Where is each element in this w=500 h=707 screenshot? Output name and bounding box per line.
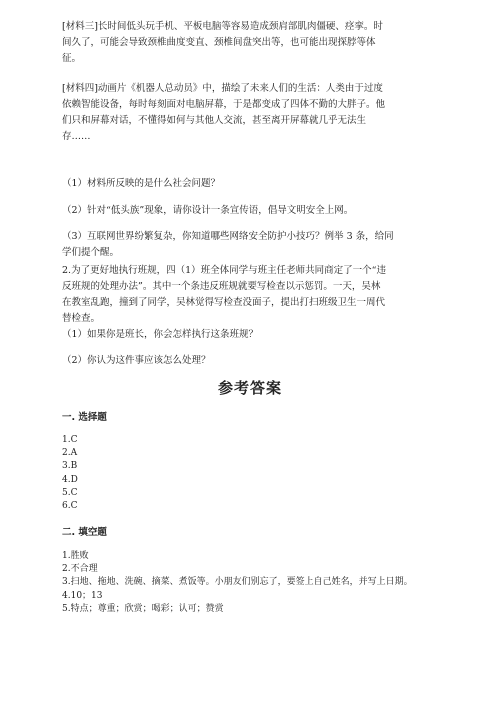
list-item: 1.C <box>62 435 78 445</box>
list-item: 3.B <box>62 461 78 472</box>
list-item: 5.C <box>62 487 78 498</box>
text-line: 间久了，可能会导致颈椎曲度变直、颈椎间盘突出等，也可能出现探脖等体 <box>62 37 376 48</box>
answers-title: 参考答案 <box>217 379 282 397</box>
list-item: 4.10；13 <box>62 590 103 601</box>
problem-2-paragraph <box>62 263 440 327</box>
text-line: （3）互联网世界纷繁复杂，你知道哪些网络安全防护小技巧？例举 3 条，给同 <box>62 231 394 242</box>
choice-answer-list <box>62 434 442 513</box>
problem-2-question-1: （1）如果你是班长，你会怎样执行这条班规？ <box>62 329 259 340</box>
list-item: 3.扫地、拖地、洗碗、摘菜、煮饭等。小朋友们别忘了，要签上自己姓名，并写上日期。 <box>62 577 413 588</box>
problem-2-question-2: （2）你认为这件事应该怎么处理？ <box>62 355 211 366</box>
text-line: 存…… <box>62 131 91 142</box>
text-line: 征。 <box>62 53 82 64</box>
text-line: 替检查。 <box>62 313 101 324</box>
question-2: （2）针对“低头族”现象，请你设计一条宣传语，倡导文明安全上网。 <box>62 205 354 216</box>
list-item: 2.不合理 <box>62 564 98 575</box>
material-three-paragraph <box>62 19 440 67</box>
text-line: [材料四]动画片《机器人总动员》中，描绘了未来人们的生活：人类由于过度 <box>62 83 383 94</box>
list-item: 5.特点；尊重；欣赏；喝彩；认可；赞赏 <box>62 603 224 614</box>
text-line: 依赖智能设备，每时每刻面对电脑屏幕，于是都变成了四体不勤的大胖子。他 <box>62 99 386 110</box>
section-heading-fill: 二. 填空题 <box>62 527 107 538</box>
list-item: 6.C <box>62 501 78 512</box>
text-line: 们只和屏幕对话，不懂得如何与其他人交流，甚至离开屏幕就几乎无法生 <box>62 115 367 126</box>
text-line: 学们提个醒。 <box>62 247 120 258</box>
text-line: 2.为了更好地执行班规，四（1）班全体同学与班主任老师共同商定了一个“违 <box>62 265 386 276</box>
text-line: 在教室乱跑，撞到了同学，吴林觉得写检查没面子，提出打扫班级卫生一周代 <box>62 297 386 308</box>
list-item: 1.胜败 <box>62 551 89 561</box>
question-3 <box>62 229 440 261</box>
fill-answer-list <box>62 550 442 616</box>
text-line: [材料三]长时间低头玩手机、平板电脑等容易造成颈肩部肌肉僵硬、痉挛。时 <box>62 21 383 32</box>
list-item: 2.A <box>62 448 78 459</box>
list-item: 4.D <box>62 474 78 485</box>
section-heading-choice: 一. 选择题 <box>62 412 107 423</box>
text-line: 反班规的处理办法”。其中一个条违反班规就要写检查以示惩罚。一天，吴林 <box>62 281 381 292</box>
question-1: （1）材料所反映的是什么社会问题？ <box>62 178 221 189</box>
material-four-paragraph <box>62 81 440 145</box>
